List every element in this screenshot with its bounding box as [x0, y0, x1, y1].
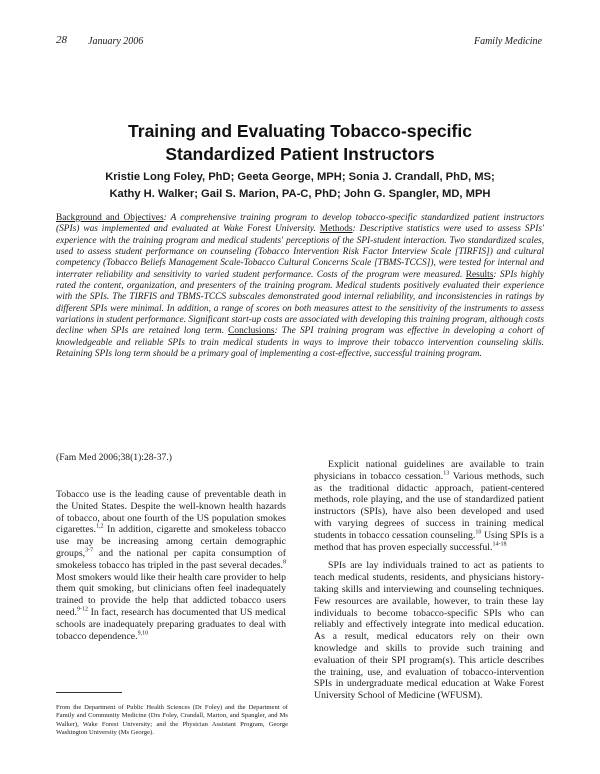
methods-heading: Methods — [319, 224, 353, 235]
results-heading: Results — [465, 269, 494, 280]
issue-date: January 2006 — [88, 36, 144, 47]
citation: (Fam Med 2006;38(1):28-37.) — [56, 452, 172, 463]
results-text: : SPIs highly rated the content, organization, and presenters of the training program. Medical students positively evaluated their experience with the SPIs. The TIRFIS and TBMS-TCCS subscales demonstrated good internal reliability, and inconsistencies in ratings by different SPIs were minimal. In addition, a range of scores on both measures attest to the sensitivity of the instruments to assess variations in student performance. Significant start-up costs are associated with developing this training program, although costs decline when SPIs are retained long term. — [56, 269, 544, 337]
footnote-divider — [56, 692, 122, 693]
intro-text-a: Tobacco use is the leading cause of preventable death in the United States. Despite the well-known health hazards of tobacco, about one fourth of the US population smokes cigarettes. — [56, 489, 286, 536]
conclusions-heading: Conclusions — [228, 326, 275, 337]
spi-paragraph: SPIs are lay individuals trained to act as patients to teach medical students, residents, and physicians history-taking skills and interviewing and counseling techniques. Few resources are available, however, to train these lay individuals to become tobacco-specific SPIs who can reliably and effectively integrate into medical education. As a result, medical educators rely on their own knowledge and skills to provide such training and evaluation of their SPI program(s). This article describes the training, use, and evaluation of tobacco-intervention SPIs in undergraduate medical education at Wake Forest University School of Medicine (WFUSM). — [314, 560, 544, 702]
reference-3-7: 3-7 — [85, 547, 94, 554]
reference-1-2: 1,2 — [95, 524, 104, 531]
p1-text-c: Using SPIs is a method that has proven especially successful. — [314, 529, 544, 553]
authors-line-1: Kristie Long Foley, PhD; Geeta George, MPH; Sonia J. Crandall, PhD, MS; — [105, 171, 495, 183]
p1-text-a: Explicit national guidelines are available to train physicians in tobacco cessation. — [314, 459, 544, 482]
abstract — [56, 213, 544, 360]
intro-text-b: In addition, cigarette and smokeless tobacco use may be increasing among certain demographic groups, — [56, 524, 286, 559]
intro-paragraph — [56, 489, 286, 642]
guidelines-paragraph — [314, 459, 544, 553]
affiliation-footnote: From the Department of Public Health Sciences (Dr Foley) and the Department of Family and Community Medicine (Drs Foley, Crandall, Marion, and Spangler, and Ms Walker), Wake Forest University; and the Physician Assistant Program, George Washington University (Ms George). — [56, 704, 288, 737]
article-title — [50, 120, 550, 166]
background-heading: Background and Objectives — [56, 213, 164, 223]
reference-9-10: 9,10 — [137, 630, 149, 637]
page-number: 28 — [56, 34, 67, 46]
reference-14-18: 14-18 — [492, 541, 507, 548]
background-text: : A comprehensive training program to develop tobacco-specific standardized patient instructors (SPIs) was implemented and evaluated at Wake Forest University. — [56, 213, 544, 235]
journal-name: Family Medicine — [473, 36, 542, 47]
p1-text-b: Various methods, such as the traditional didactic approach, patient-centered methods, role playing, and the use of standardized patient instructors (SPIs), have also been developed and used with varying degrees of success in training medical students in tobacco cessation counseling. — [314, 470, 544, 541]
intro-text-c: and the national per capita consumption of smokeless tobacco has tripled in the past several decades. — [56, 547, 286, 571]
reference-9-12: 9-12 — [76, 606, 88, 613]
authors-line-2: Kathy H. Walker; Gail S. Marion, PA-C, PhD; John G. Spangler, MD, MPH — [109, 188, 491, 200]
methods-text: : Descriptive statistics were used to assess SPIs' experience with the training program and medical students' perceptions of the SPI-student interaction. Two standardized scales, used to assess student performance on counseling (Tobacco Intervention Risk Factor Interview Scale [TIRFIS]) and cultural competency (Tobacco Beliefs Management Scale-Tobacco Cultural Concerns Scale [TBMS-TCCS]), were tested for internal and interrater reliability and sensitivity to varied student performance. Costs of the program were measured. — [56, 224, 544, 280]
intro-text-d: Most smokers would like their health care provider to help them quit smoking, but clinicians often feel inadequately trained to provide the help that addicted tobacco users need. — [56, 571, 286, 618]
conclusions-text: : The SPI training program was effective in developing a cohort of knowledgeable and reliable SPIs to train medical students in ways to improve their tobacco intervention counseling skills. Retaining SPIs long term should be a primary goal of implementing a cost-effective, successful training program. — [56, 326, 545, 360]
right-column — [314, 459, 544, 702]
title-line-1: Training and Evaluating Tobacco-specific — [128, 121, 472, 141]
intro-text-e: In fact, research has documented that US medical schools are inadequately preparing graduates to deal with tobacco dependence. — [56, 606, 286, 642]
author-list — [50, 169, 550, 203]
reference-10: 10 — [475, 529, 482, 536]
left-column — [56, 489, 286, 642]
reference-8: 8 — [283, 559, 286, 566]
reference-13: 13 — [443, 470, 450, 477]
title-line-2: Standardized Patient Instructors — [165, 144, 435, 164]
